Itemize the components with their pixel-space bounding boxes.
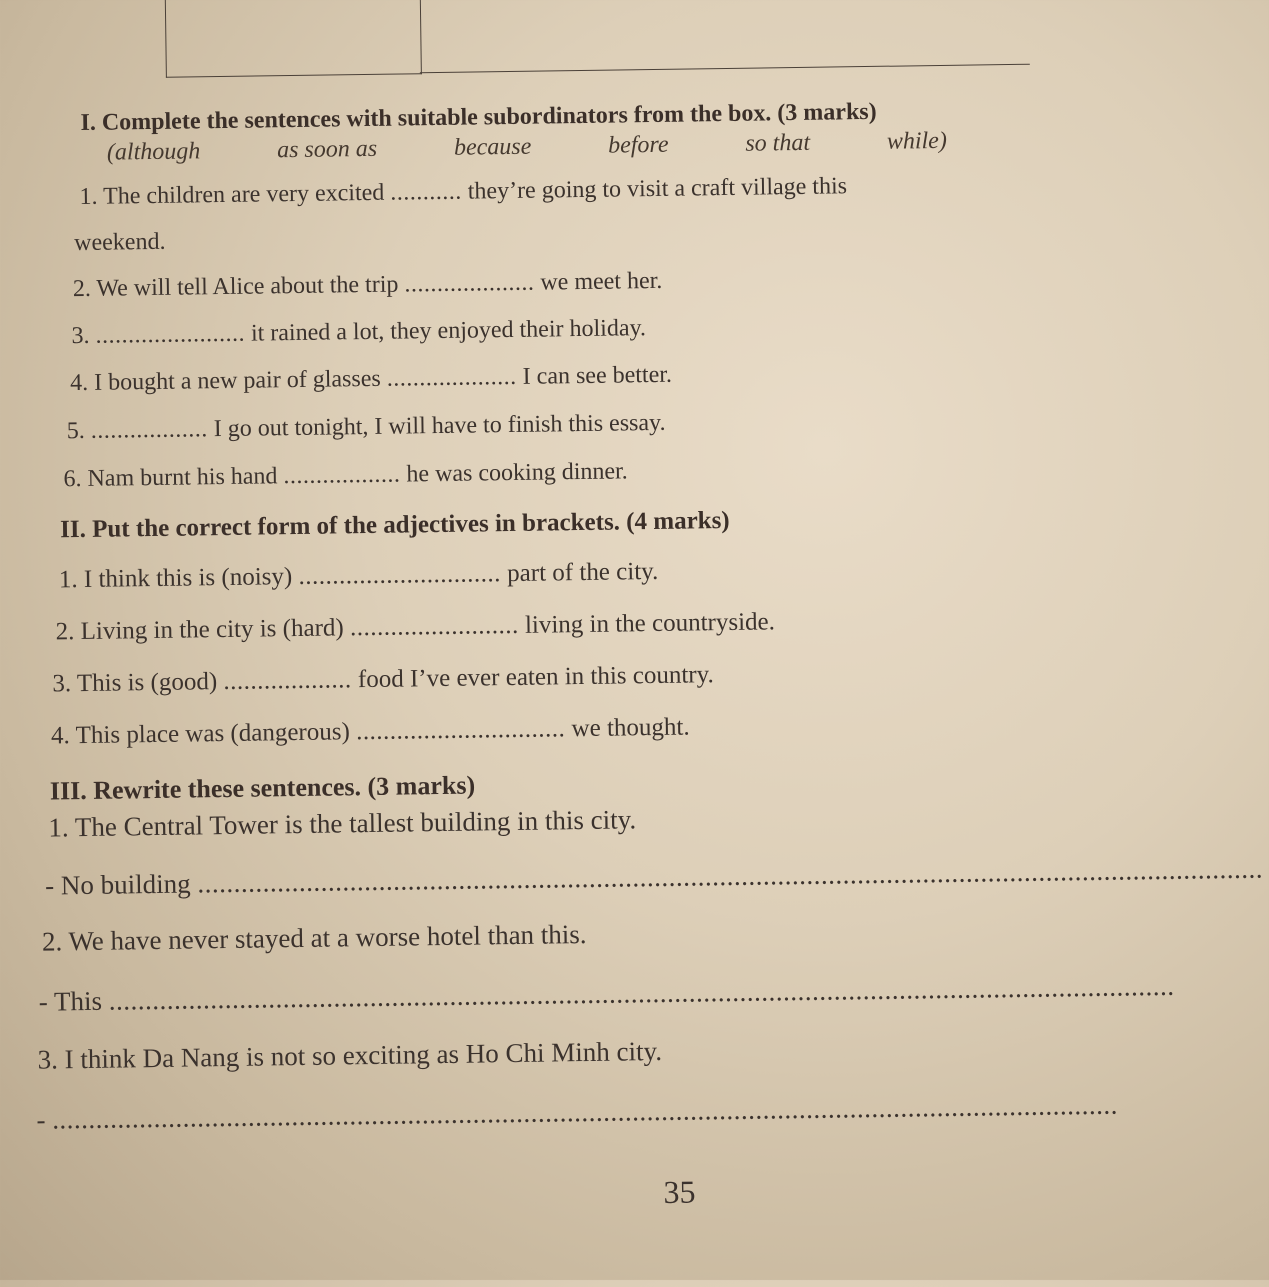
- word-so-that: so that: [745, 129, 811, 157]
- word-before: before: [607, 131, 669, 159]
- exercise-1-item-2: [73, 268, 663, 303]
- item-number: 6.: [63, 466, 82, 493]
- item-text-before: weekend.: [74, 228, 166, 257]
- section-3-heading: III. Rewrite these sentences. (3 marks): [49, 770, 476, 806]
- exercise-1-item-6: [63, 458, 628, 493]
- answer-prefix: -: [36, 1104, 46, 1135]
- exercise-2-item-3: [52, 661, 714, 698]
- item-number: 2.: [55, 618, 75, 646]
- item-text-after: it rained a lot, they enjoyed their holiday.: [250, 315, 647, 347]
- blank-dots[interactable]: ....................: [386, 363, 517, 392]
- item-text-after: food I’ve ever eaten in this country.: [357, 661, 714, 694]
- blank-dots[interactable]: ...............................: [355, 715, 566, 746]
- answer-prefix: - No building: [44, 868, 191, 901]
- answer-blank-dots[interactable]: ...................................................................................................................................................: [51, 1089, 1119, 1135]
- item-text-after: I can see better.: [522, 361, 673, 390]
- exercise-2-item-2: [55, 608, 775, 646]
- section-1-heading: I. Complete the sentences with suitable subordinators from the box. (3 marks): [80, 98, 877, 136]
- top-table-box: [165, 0, 422, 78]
- exercise-3-sentence-3: 3. I think Da Nang is not so exciting as Ho Chi Minh city.: [37, 1035, 663, 1075]
- blank-dots[interactable]: ..................: [90, 416, 208, 444]
- answer-blank-dots[interactable]: ...................................................................................................................................................: [197, 853, 1264, 899]
- blank-dots[interactable]: ...................: [223, 666, 352, 696]
- item-text-after: I go out tonight, I will have to finish this essay.: [213, 409, 666, 443]
- exercise-2-item-1: [59, 558, 659, 594]
- item-text-before: This place was (dangerous): [75, 718, 351, 750]
- item-number: 4.: [50, 722, 71, 750]
- item-text-after: we meet her.: [540, 267, 663, 296]
- item-text-before: I think this is (noisy): [83, 563, 293, 593]
- word-although: (although: [106, 138, 201, 166]
- item-text-before: The children are very excited: [102, 179, 385, 210]
- answer-blank-dots[interactable]: ...................................................................................................................................................: [108, 970, 1175, 1016]
- item-text-after: living in the countryside.: [524, 608, 776, 639]
- exercise-3-answer-2: [38, 970, 1175, 1018]
- blank-dots[interactable]: ....................: [404, 269, 535, 298]
- item-text-after: he was cooking dinner.: [406, 458, 628, 488]
- answer-prefix: - This: [38, 985, 103, 1017]
- exercise-1-item-1: [79, 173, 847, 211]
- blank-dots[interactable]: .........................: [349, 611, 519, 642]
- item-text-after: part of the city.: [507, 557, 659, 588]
- top-divider-line: [420, 64, 1030, 74]
- word-while: while): [886, 127, 948, 155]
- exercise-3-sentence-2: 2. We have never stayed at a worse hotel than this.: [41, 919, 587, 957]
- page-number: 35: [663, 1173, 696, 1210]
- item-number: 4.: [69, 369, 89, 397]
- item-text-after: they’re going to visit a craft village this: [467, 173, 848, 205]
- blank-dots[interactable]: ..............................: [298, 560, 502, 590]
- blank-dots[interactable]: ...........: [390, 178, 462, 206]
- item-text-before: Living in the city is (hard): [80, 614, 344, 646]
- item-number: 2.: [72, 275, 92, 303]
- item-text-before: We will tell Alice about the trip: [96, 271, 399, 302]
- item-number: 3.: [52, 670, 72, 698]
- blank-dots[interactable]: ..................: [283, 461, 401, 490]
- exercise-2-item-4: [51, 714, 690, 751]
- blank-dots[interactable]: .......................: [95, 320, 246, 349]
- word-because: because: [453, 133, 532, 161]
- item-number: 5.: [66, 417, 86, 445]
- exercise-3-answer-3: [36, 1089, 1119, 1136]
- item-text-after: we thought.: [571, 713, 690, 743]
- exercise-3-sentence-1: 1. The Central Tower is the tallest building in this city.: [48, 804, 637, 843]
- word-as-soon-as: as soon as: [276, 135, 378, 164]
- item-text-before: I bought a new pair of glasses: [93, 365, 381, 396]
- item-number: 1.: [58, 566, 78, 594]
- exercise-3-answer-1: [44, 853, 1264, 902]
- section-2-heading: II. Put the correct form of the adjectives in brackets. (4 marks): [60, 506, 730, 544]
- exercise-1-item-5: [67, 410, 666, 445]
- item-text-before: This is (good): [76, 668, 218, 698]
- exercise-1-item-3: [71, 315, 646, 350]
- exercise-1-item-4: [70, 362, 672, 397]
- item-number: 1.: [79, 183, 98, 211]
- item-text-before: Nam burnt his hand: [87, 463, 278, 492]
- exercise-1-item-1-continued: [74, 229, 166, 257]
- item-number: 3.: [71, 322, 90, 350]
